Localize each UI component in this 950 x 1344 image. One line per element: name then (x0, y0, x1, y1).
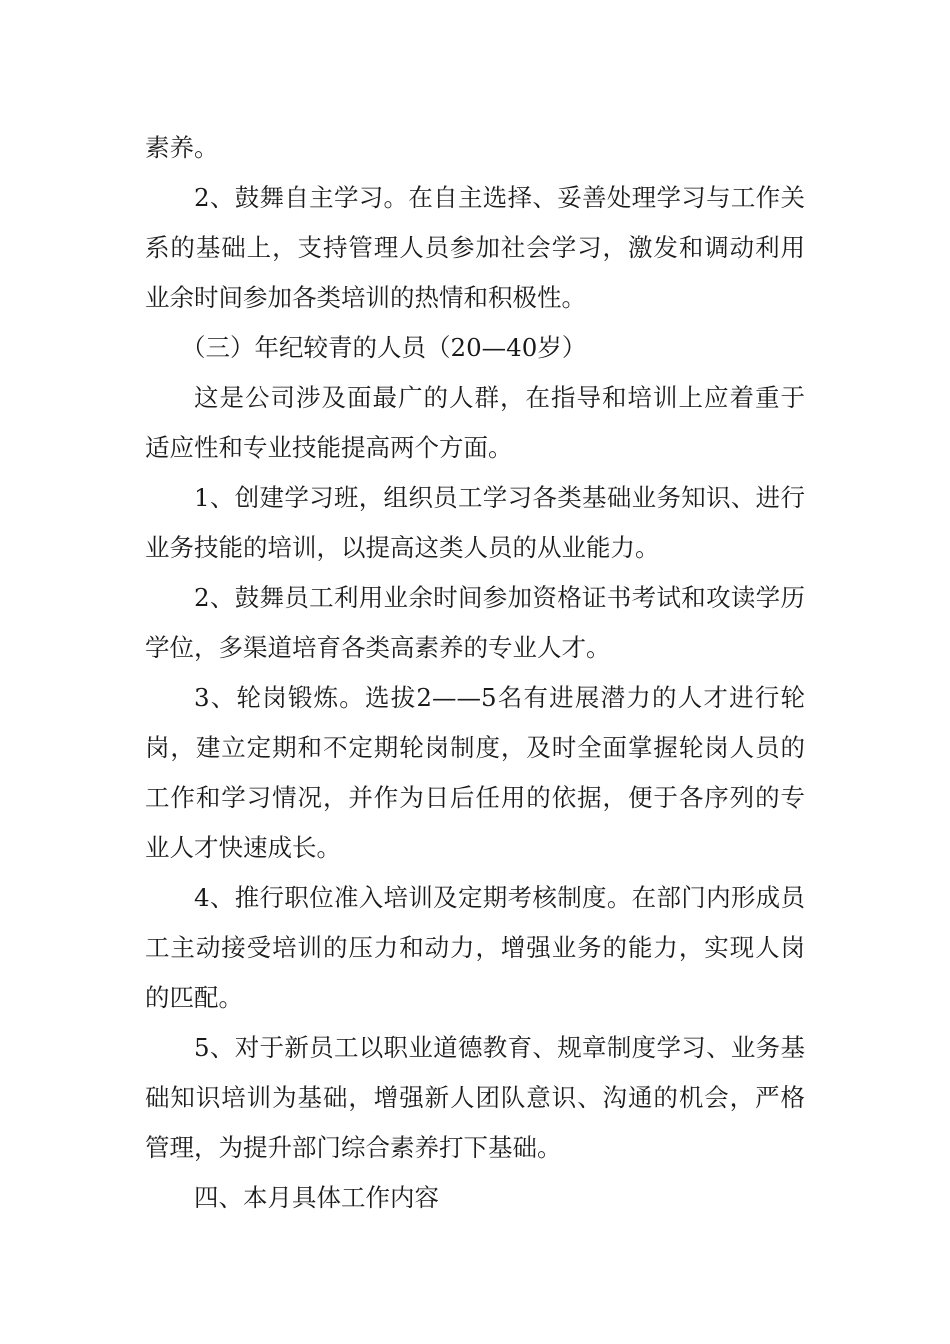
section-heading-monthly-work: 四、本月具体工作内容 (194, 1183, 439, 1212)
paragraph-young-staff-intro: 这是公司涉及面最广的人群，在指导和培训上应着重于适应性和专业技能提高两个方面。 (145, 383, 805, 462)
paragraph-new-employees: 5、对于新员工以职业道德教育、规章制度学习、业务基础知识培训为基础，增强新人团队意识、沟通的机会，严格管理，为提升部门综合素养打下基础。 (145, 1033, 805, 1162)
paragraph-job-rotation: 3、轮岗锻炼。选拔2——5名有进展潜力的人才进行轮岗，建立定期和不定期轮岗制度，及时全面掌握轮岗人员的工作和学习情况，并作为日后任用的依据，便于各序列的专业人才快速成长。 (145, 683, 805, 862)
paragraph-study-class: 1、创建学习班，组织员工学习各类基础业务知识、进行业务技能的培训，以提高这类人员的从业能力。 (145, 483, 805, 562)
document-page (145, 123, 805, 1223)
paragraph-job-access-training: 4、推行职位准入培训及定期考核制度。在部门内形成员工主动接受培训的压力和动力，增强业务的能力，实现人岗的匹配。 (145, 883, 805, 1012)
paragraph-self-study: 2、鼓舞自主学习。在自主选择、妥善处理学习与工作关系的基础上，支持管理人员参加社会学习，激发和调动利用业余时间参加各类培训的热情和积极性。 (145, 183, 805, 312)
section-subheading-young-staff: （三）年纪较青的人员（20—40岁） (181, 333, 587, 362)
paragraph-continuation: 素养。 (145, 133, 219, 162)
paragraph-certificates: 2、鼓舞员工利用业余时间参加资格证书考试和攻读学历学位，多渠道培育各类高素养的专业人才。 (145, 583, 805, 662)
